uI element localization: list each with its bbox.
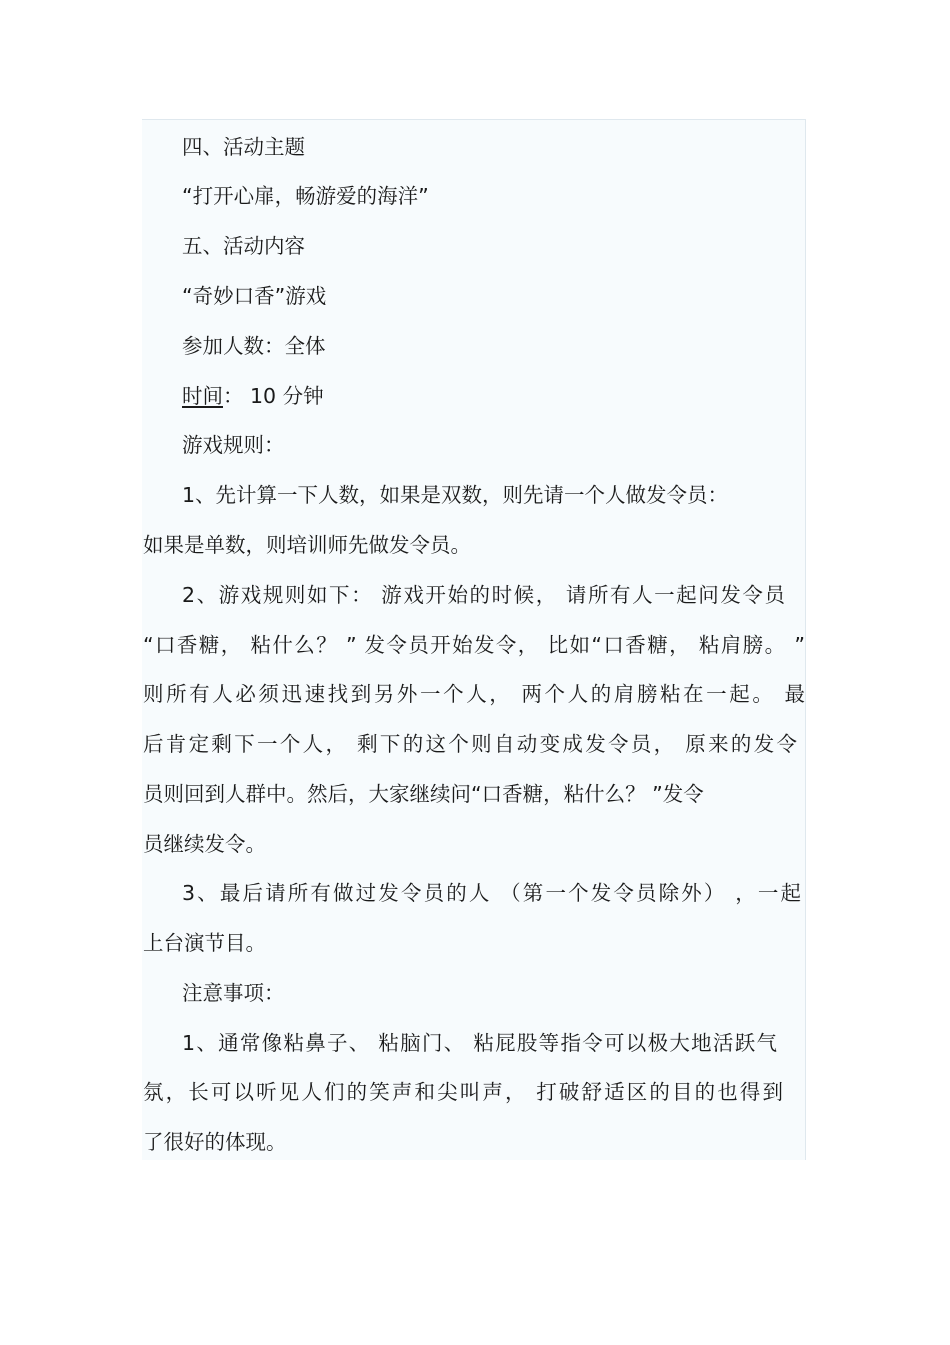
time-value: ： 10 分钟: [223, 384, 324, 408]
rules-title: 游戏规则：: [182, 433, 285, 457]
rule-2-line-3: 则所有人必须迅速找到另外一个人， 两个人的肩膀粘在一起。 最: [143, 682, 805, 706]
note-1-line-2: 氛，长可以听见人们的笑声和尖叫声， 打破舒适区的目的也得到: [143, 1080, 783, 1104]
notes-title: 注意事项：: [182, 981, 285, 1005]
rule-1-line-1: 1、先计算一下人数，如果是双数，则先请一个人做发令员：: [182, 483, 729, 507]
participants-line: 参加人数：全体: [182, 334, 326, 358]
note-1-line-3: 了很好的体现。: [143, 1130, 287, 1154]
time-line: [142, 381, 805, 411]
activity-theme-text: “打开心扉，畅游爱的海洋”: [182, 184, 429, 208]
rule-3-line-1: 3、最后请所有做过发令员的人 （第一个发令员除外） ，一起: [182, 881, 801, 905]
rule-1-line-2: 如果是单数，则培训师先做发令员。: [143, 533, 471, 557]
rule-2-line-6: 员继续发令。: [143, 832, 266, 856]
rule-3-line-2: 上台演节目。: [143, 931, 266, 955]
rule-2-line-4: 后肯定剩下一个人， 剩下的这个则自动变成发令员， 原来的发令: [143, 732, 797, 756]
heading-activity-theme: 四、活动主题: [182, 135, 305, 159]
rule-2-line-5: 员则回到人群中。然后，大家继续问“口香糖，粘什么？ ”发令: [143, 782, 704, 806]
heading-activity-content: 五、活动内容: [182, 234, 305, 258]
rule-2-line-2: “口香糖， 粘什么？ ” 发令员开始发令， 比如“口香糖， 粘肩膀。 ”: [143, 633, 805, 657]
rule-2-line-1: 2、游戏规则如下： 游戏开始的时候， 请所有人一起问发令员: [182, 583, 785, 607]
time-label: 时间: [182, 384, 223, 408]
note-1-line-1: 1、通常像粘鼻子、 粘脑门、 粘屁股等指令可以极大地活跃气: [182, 1031, 777, 1055]
game-name: “奇妙口香”游戏: [182, 284, 327, 308]
document-page: [142, 119, 806, 1160]
